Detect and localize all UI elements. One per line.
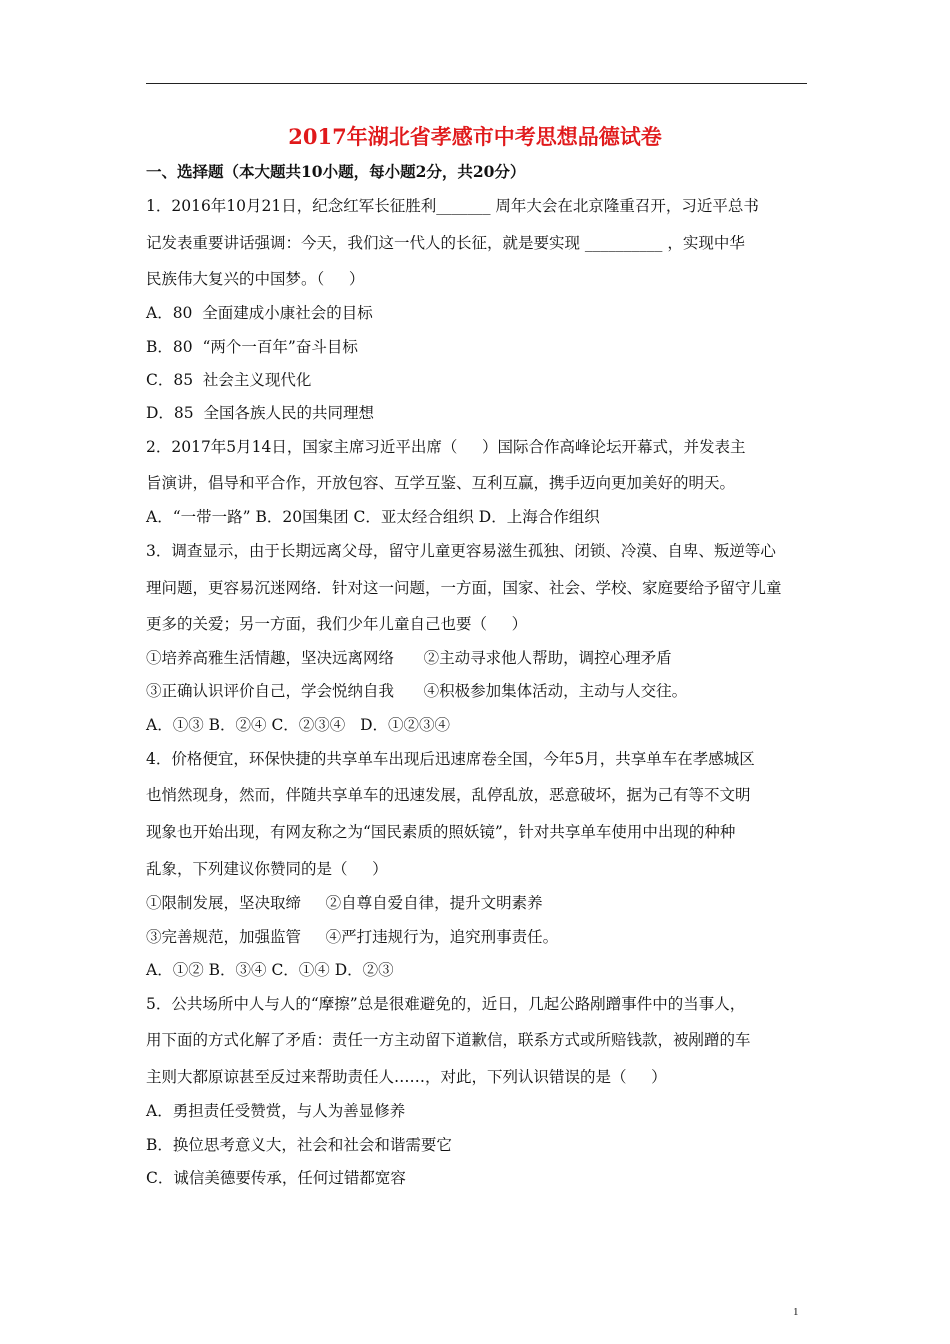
option-line: A．勇担责任受赞赏，与人为善显修养: [146, 1102, 406, 1120]
option-line: ①培养高雅生活情趣，坚决远离网络 ②主动寻求他人帮助，调控心理矛盾: [146, 649, 672, 667]
option-line: D．85 全国各族人民的共同理想: [146, 404, 375, 422]
option-line: ③完善规范，加强监管 ④严打违规行为，追究刑事责任。: [146, 928, 559, 946]
text-line: 4．价格便宜，环保快捷的共享单车出现后迅速席卷全国，今年5月，共享单车在孝感城区: [146, 750, 755, 768]
page-title: 2017年湖北省孝感市中考思想品德试卷: [288, 124, 662, 149]
text-line: 3．调查显示，由于长期远离父母，留守儿童更容易滋生孤独、闭锁、冷漠、自卑、叛逆等心: [146, 542, 776, 560]
option-line: A．①③ B．②④ C．②③④ D．①②③④: [146, 716, 451, 734]
text-line: 更多的关爱；另一方面，我们少年儿童自己也要（ ）: [146, 615, 528, 633]
option-line: A．“一带一路” B．20国集团 C．亚太经合组织 D．上海合作组织: [146, 508, 600, 526]
option-line: A．80 全面建成小康社会的目标: [146, 304, 373, 322]
text-line: 主则大都原谅甚至反过来帮助责任人……，对此，下列认识错误的是（ ）: [146, 1068, 667, 1086]
option-line: C．85 社会主义现代化: [146, 371, 312, 389]
option-line: ①限制发展，坚决取缔 ②自尊自爱自律，提升文明素养: [146, 894, 543, 912]
text-line: 1．2016年10月21日，纪念红军长征胜利_______ 周年大会在北京隆重召开，习近平总书: [146, 197, 759, 215]
text-line: 现象也开始出现，有网友称之为“国民素质的照妖镜”，针对共享单车使用中出现的种种: [146, 823, 736, 841]
option-line: C．诚信美德要传承，任何过错都宽容: [146, 1169, 406, 1187]
option-line: A．①② B．③④ C．①④ D．②③: [146, 961, 394, 979]
text-line: 5．公共场所中人与人的“摩擦”总是很难避免的，近日，几起公路剐蹭事件中的当事人，: [146, 995, 746, 1013]
text-line: 记发表重要讲话强调：今天，我们这一代人的长征，就是要实现 __________ ，实现中华: [146, 234, 745, 252]
text-line: 2．2017年5月14日，国家主席习近平出席（ ）国际合作高峰论坛开幕式，并发表主: [146, 438, 746, 456]
header-rule: [146, 83, 807, 84]
text-line: 用下面的方式化解了矛盾：责任一方主动留下道歉信，联系方式或所赔钱款，被剐蹭的车: [146, 1031, 751, 1049]
text-line: 理问题，更容易沉迷网络．针对这一问题，一方面，国家、社会、学校、家庭要给予留守儿童: [146, 579, 782, 597]
section-heading: 一、选择题（本大题共10小题，每小题2分，共20分）: [146, 162, 526, 181]
text-line: 也悄然现身，然而，伴随共享单车的迅速发展，乱停乱放，恶意破坏，据为己有等不文明: [146, 786, 751, 804]
option-line: B．80 “两个一百年”奋斗目标: [146, 338, 358, 356]
option-line: B．换位思考意义大，社会和社会和谐需要它: [146, 1136, 452, 1154]
page-number: 1: [793, 1306, 799, 1318]
text-line: 旨演讲，倡导和平合作，开放包容、互学互鉴、互利互赢，携手迈向更加美好的明天。: [146, 474, 736, 492]
text-line: 乱象，下列建议你赞同的是（ ）: [146, 860, 388, 878]
text-line: 民族伟大复兴的中国梦。（ ）: [146, 270, 365, 288]
option-line: ③正确认识评价自己，学会悦纳自我 ④积极参加集体活动，主动与人交往。: [146, 682, 688, 700]
